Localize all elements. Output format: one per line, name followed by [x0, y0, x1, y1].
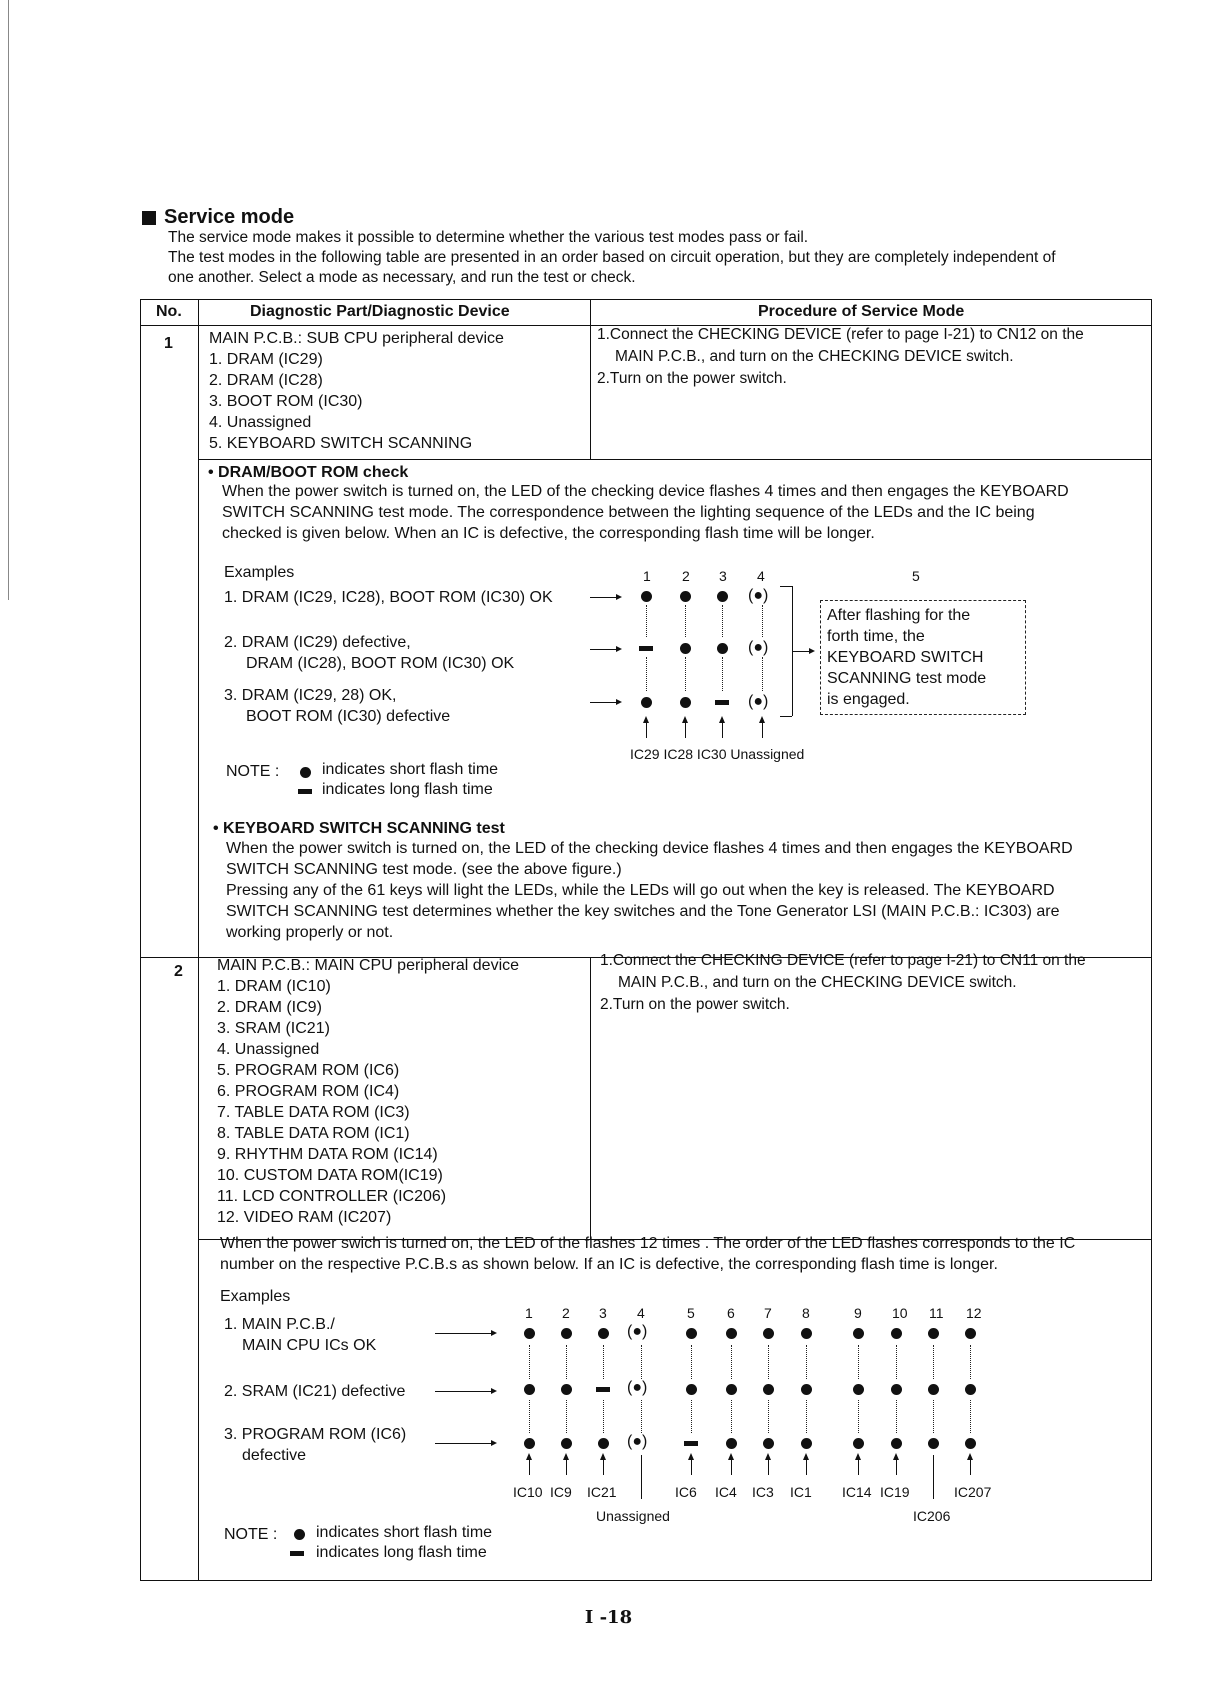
dotted-line [768, 1400, 770, 1433]
ic-label: IC10 [513, 1484, 543, 1500]
unassigned-label: Unassigned [596, 1508, 670, 1524]
up-arrow-icon [691, 1455, 692, 1475]
short-flash-dot [598, 1328, 609, 1339]
arrow [435, 1391, 495, 1392]
dotted-line [646, 605, 648, 637]
short-flash-dot [726, 1328, 737, 1339]
col-label: 4 [757, 568, 765, 584]
row-number: 1 [164, 335, 173, 352]
header-no: No. [156, 303, 182, 320]
row1-part-list: MAIN P.C.B.: SUB CPU peripheral device 1. DRAM (IC29) 2. DRAM (IC28) 3. BOOT ROM (IC30) 4. Unassigned 5. KEYBOARD SWITCH SCANNING [209, 330, 504, 452]
example-3-line2: defective [242, 1447, 307, 1464]
col-label: 1 [525, 1305, 533, 1321]
kbd-test-text: When the power switch is turned on, the LED of the checking device flashes 4 times and then engages the KEYBOARD SWITCH SCANNING test mode. (see the above figure.) Pressing any of the 61 keys will light the LEDs, while the LEDs will go out when the key is released. The KEYBOARD SWITCH SCANNING test determines whether the key switches and the Tone Generator LSI (MAIN P.C.B.: IC303) are working properly or not. [226, 840, 1073, 941]
short-flash-dot [300, 767, 311, 778]
example-3: 3. DRAM (IC29, 28) OK, [224, 687, 397, 704]
short-flash-dot [763, 1384, 774, 1395]
header-part: Diagnostic Part/Diagnostic Device [250, 303, 510, 320]
row1-sub-divider [198, 459, 1152, 460]
dotted-line [641, 1345, 643, 1379]
kbd-test-heading: • KEYBOARD SWITCH SCANNING test [213, 820, 505, 837]
col-label: 4 [637, 1305, 645, 1321]
dotted-line [646, 657, 648, 691]
dotted-line [566, 1345, 568, 1379]
dotted-line [858, 1345, 860, 1379]
col-label: 7 [764, 1305, 772, 1321]
short-flash-dot [801, 1328, 812, 1339]
example-1: 1. DRAM (IC29, IC28), BOOT ROM (IC30) OK [224, 589, 553, 606]
examples-label: Examples [220, 1288, 291, 1305]
arrow [435, 1333, 495, 1334]
paren-dot: (●) [748, 639, 769, 656]
dotted-line [896, 1400, 898, 1433]
leader-line [933, 1455, 934, 1499]
up-arrow-icon [731, 1455, 732, 1475]
short-flash-dot [561, 1384, 572, 1395]
up-arrow-icon [970, 1455, 971, 1475]
page-number: I -18 [584, 1607, 633, 1628]
paren-dot: (●) [748, 693, 769, 710]
short-flash-dot [561, 1438, 572, 1449]
short-flash-dot [641, 697, 652, 708]
dotted-line [722, 657, 724, 691]
note-label: NOTE : [226, 763, 280, 780]
up-arrow-icon [806, 1455, 807, 1475]
col-label: 10 [892, 1305, 908, 1321]
example-2: 2. SRAM (IC21) defective [224, 1383, 406, 1400]
dotted-line [806, 1345, 808, 1379]
paren-dot: (●) [748, 587, 769, 604]
up-arrow-icon [762, 718, 763, 738]
ic-label: IC21 [587, 1484, 617, 1500]
short-flash-dot [680, 591, 691, 602]
short-flash-dot [524, 1384, 535, 1395]
short-flash-dot [965, 1384, 976, 1395]
dotted-line [685, 657, 687, 691]
dotted-line [896, 1345, 898, 1379]
row2-part-list: MAIN P.C.B.: MAIN CPU peripheral device 1. DRAM (IC10) 2. DRAM (IC9) 3. SRAM (IC21) 4. Unassigned 5. PROGRAM ROM (IC6) 6. PROGRAM ROM (IC4) 7. TABLE DATA ROM (IC3) 8. TABLE DATA ROM (IC1) 9. RHYTHM DATA ROM (IC14) 10. CUSTOM DATA ROM(IC19) 11. LCD CONTROLLER (IC206) 12. VIDEO RAM (IC207) [217, 957, 520, 1226]
dotted-line [722, 605, 724, 637]
dotted-line [858, 1400, 860, 1433]
dotted-line [731, 1400, 733, 1433]
callout-box: After flashing for the forth time, the KEYBOARD SWITCH SCANNING test mode is engaged. [820, 600, 1026, 715]
short-flash-dot [928, 1384, 939, 1395]
col-label: 5 [687, 1305, 695, 1321]
header-procedure: Procedure of Service Mode [758, 303, 965, 320]
no-column-divider [198, 299, 199, 1581]
note-label: NOTE : [224, 1526, 278, 1543]
arrow [590, 597, 620, 598]
long-flash-dash [298, 789, 312, 794]
example-1-line2: MAIN CPU ICs OK [242, 1337, 377, 1354]
short-flash-dot [891, 1328, 902, 1339]
col-label: 6 [727, 1305, 735, 1321]
up-arrow-icon [685, 718, 686, 738]
bracket [780, 716, 792, 717]
ic-label: IC207 [954, 1484, 992, 1500]
row-number: 2 [174, 963, 183, 980]
ic-label: IC19 [880, 1484, 910, 1500]
dotted-line [691, 1400, 693, 1433]
arrow [590, 702, 620, 703]
dotted-line [529, 1400, 531, 1433]
dotted-line [691, 1345, 693, 1379]
leader-line [641, 1455, 642, 1499]
ic-label: IC9 [550, 1484, 572, 1500]
ic-label: IC3 [752, 1484, 774, 1500]
short-flash-dot [726, 1384, 737, 1395]
arrow [793, 651, 813, 652]
left-margin-line [8, 0, 9, 600]
dotted-line [603, 1345, 605, 1379]
short-flash-dot [965, 1438, 976, 1449]
short-flash-dot [853, 1438, 864, 1449]
short-flash-dot [928, 1328, 939, 1339]
paren-dot: (●) [627, 1323, 648, 1340]
up-arrow-icon [529, 1455, 530, 1475]
short-flash-dot [680, 697, 691, 708]
col-label: 8 [802, 1305, 810, 1321]
note-long: indicates long flash time [322, 781, 493, 798]
short-flash-dot [294, 1529, 305, 1540]
dram-check-text: When the power switch is turned on, the LED of the checking device flashes 4 times and then engages the KEYBOARD SWITCH SCANNING test mode. The correspondence between the lighting sequence of the LEDs and the IC being checked is given below. When an IC is defective, the corresponding flash time will be longer. [222, 483, 1069, 542]
up-arrow-icon [722, 718, 723, 738]
bracket [780, 586, 792, 587]
short-flash-dot [853, 1328, 864, 1339]
short-flash-dot [561, 1328, 572, 1339]
row2-flash-text: When the power swich is turned on, the LED of the flashes 12 times . The order of the LED flashes corresponds to the IC number on the respective P.C.B.s as shown below. If an IC is defective, the corresponding flash time is longer. [220, 1235, 1076, 1273]
paren-dot: (●) [627, 1379, 648, 1396]
col-label: 2 [562, 1305, 570, 1321]
short-flash-dot [726, 1438, 737, 1449]
short-flash-dot [801, 1384, 812, 1395]
short-flash-dot [928, 1438, 939, 1449]
up-arrow-icon [566, 1455, 567, 1475]
dotted-line [933, 1400, 935, 1433]
paren-dot: (●) [627, 1433, 648, 1450]
short-flash-dot [891, 1384, 902, 1395]
section-title: Service mode [142, 206, 294, 229]
note-long: indicates long flash time [316, 1544, 487, 1561]
dotted-line [566, 1400, 568, 1433]
ic-label: IC1 [790, 1484, 812, 1500]
dotted-line [806, 1400, 808, 1433]
short-flash-dot [965, 1328, 976, 1339]
short-flash-dot [686, 1328, 697, 1339]
example-2: 2. DRAM (IC29) defective, [224, 634, 411, 651]
up-arrow-icon [603, 1455, 604, 1475]
short-flash-dot [717, 643, 728, 654]
ic-labels: IC29 IC28 IC30 Unassigned [630, 746, 805, 762]
col-label: 12 [966, 1305, 982, 1321]
example-3-line2: BOOT ROM (IC30) defective [246, 708, 451, 725]
col-label: 1 [643, 568, 651, 584]
note-short: indicates short flash time [322, 761, 499, 778]
short-flash-dot [717, 591, 728, 602]
arrow [435, 1443, 495, 1444]
long-flash-dash [715, 700, 729, 705]
example-1: 1. MAIN P.C.B./ [224, 1316, 335, 1333]
examples-label: Examples [224, 564, 295, 581]
long-flash-dash [639, 646, 653, 651]
dotted-line [685, 605, 687, 637]
short-flash-dot [524, 1438, 535, 1449]
col-label: 11 [929, 1305, 944, 1321]
ic-label: IC4 [715, 1484, 737, 1500]
dotted-line [768, 1345, 770, 1379]
example-2-line2: DRAM (IC28), BOOT ROM (IC30) OK [246, 655, 515, 672]
ic-label: IC14 [842, 1484, 872, 1500]
dotted-line [762, 605, 764, 637]
short-flash-dot [853, 1384, 864, 1395]
short-flash-dot [891, 1438, 902, 1449]
ic-label: IC6 [675, 1484, 697, 1500]
short-flash-dot [763, 1438, 774, 1449]
short-flash-dot [801, 1438, 812, 1449]
dotted-line [731, 1345, 733, 1379]
example-3: 3. PROGRAM ROM (IC6) [224, 1426, 407, 1443]
up-arrow-icon [896, 1455, 897, 1475]
part-procedure-divider-2 [590, 957, 591, 1239]
short-flash-dot [524, 1328, 535, 1339]
col-label: 3 [599, 1305, 607, 1321]
col-label: 9 [854, 1305, 862, 1321]
short-flash-dot [680, 643, 691, 654]
dotted-line [641, 1400, 643, 1433]
long-flash-dash [684, 1441, 698, 1446]
row1-procedure: 1.Connect the CHECKING DEVICE (refer to page I-21) to CN12 on the MAIN P.C.B., and turn on the CHECKING DEVICE switch. 2.Turn on the power switch. [597, 326, 1084, 387]
note-short: indicates short flash time [316, 1524, 493, 1541]
col-label: 3 [719, 568, 727, 584]
section-intro: The service mode makes it possible to determine whether the various test modes pass or fail. The test modes in the following table are presented in an order based on circuit operation, but they are completely independent of one another. Select a mode as necessary, and run the test or check. [168, 229, 1056, 286]
up-arrow-icon [858, 1455, 859, 1475]
short-flash-dot [598, 1438, 609, 1449]
part-procedure-divider-1 [590, 299, 591, 459]
dotted-line [603, 1400, 605, 1433]
dotted-line [529, 1345, 531, 1379]
row2-procedure: 1.Connect the CHECKING DEVICE (refer to page I-21) to CN11 on the MAIN P.C.B., and turn on the CHECKING DEVICE switch. 2.Turn on the power switch. [600, 952, 1086, 1013]
dram-check-heading: • DRAM/BOOT ROM check [208, 464, 409, 481]
col-label: 2 [682, 568, 690, 584]
short-flash-dot [641, 591, 652, 602]
col-label: 5 [912, 568, 920, 584]
short-flash-dot [763, 1328, 774, 1339]
ic206-label: IC206 [913, 1508, 951, 1524]
dotted-line [762, 657, 764, 691]
dotted-line [970, 1400, 972, 1433]
dotted-line [933, 1345, 935, 1379]
arrow [590, 649, 620, 650]
up-arrow-icon [768, 1455, 769, 1475]
long-flash-dash [596, 1387, 610, 1392]
dotted-line [970, 1345, 972, 1379]
square-bullet-icon [142, 211, 156, 225]
long-flash-dash [290, 1551, 304, 1556]
up-arrow-icon [646, 718, 647, 738]
short-flash-dot [686, 1384, 697, 1395]
